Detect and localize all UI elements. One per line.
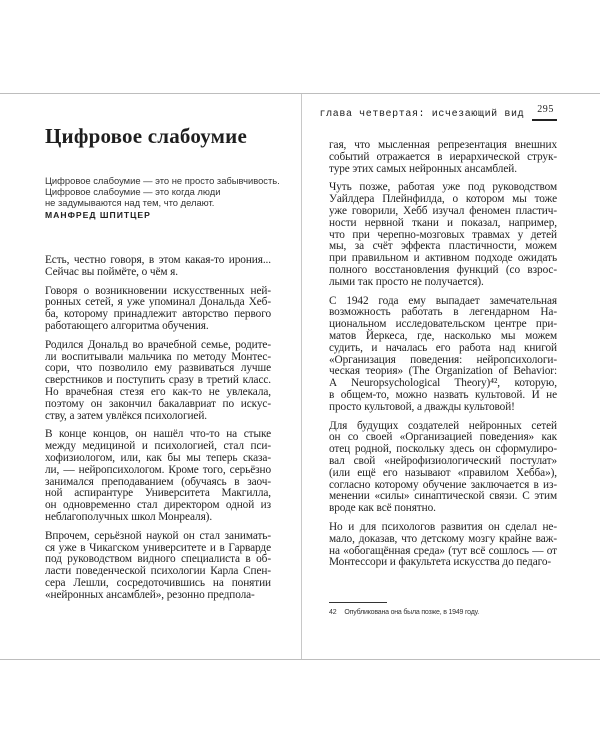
text-line: под руководством видного специалиста в об- — [45, 553, 271, 566]
text-line: Но врачебная стезя его как-то не увлекала, — [45, 385, 271, 398]
running-header — [320, 104, 557, 121]
text-line: Чуть позже, работая уже под руководством — [329, 181, 557, 194]
text-line: сера Лешли, сосредоточившись на понятии — [45, 576, 271, 589]
text-line: ся уже в Чикагском университете и в Гарварде — [45, 541, 271, 554]
text-line: занимался преподаванием (обучаясь в заоч- — [45, 475, 271, 488]
text-line: «нейронных ансамблей», резонно предпола- — [45, 588, 255, 601]
text-line: между медициной и психологией, стал пси- — [45, 440, 271, 453]
right-body-text — [329, 140, 557, 576]
text-line: циональном исследовательском центре при- — [329, 318, 557, 331]
paragraph — [45, 286, 271, 333]
text-line: при правильном и активном подходе ожидать — [329, 252, 557, 265]
text-line: сори, что позволило ему развиваться лучше — [45, 362, 271, 375]
text-line: менении «силы» синаптической связи. С этим — [329, 490, 557, 503]
text-line: событий отражается в иерархической струк- — [329, 150, 557, 163]
text-line: ба, которому принадлежит авторство первого — [45, 308, 271, 321]
text-line: просто культовой, а дважды культовой! — [329, 400, 515, 413]
text-line: ли, — нейропсихологом. Кроме того, серьёзно — [45, 463, 271, 476]
text-line: мы, за счёт эффекта пластичности, можем — [329, 240, 557, 253]
text-line: работающего алгоритма обучения. — [45, 319, 209, 332]
text-line: лыми так просто не получается). — [329, 275, 484, 288]
epigraph-line: не задумываются над тем, что делают. — [45, 197, 215, 208]
running-header-title: глава четвертая: исчезающий вид — [319, 109, 525, 120]
text-line: на «обогащённая среда» (тут всё сошлось — от — [329, 544, 557, 557]
text-line: Монтессори и факультета искусства до педаго- — [329, 556, 552, 569]
text-line: вал свой «нейрофизиологический постулат» — [329, 454, 557, 467]
text-line: ности нервной ткани и показал, например, — [329, 216, 557, 229]
text-line: Но и для психологов развития он сделал не- — [329, 520, 557, 533]
text-line: Уайлдера Плейнфилда, о котором мы тоже — [329, 193, 557, 206]
paragraph — [329, 140, 557, 175]
epigraph-author: МАНФРЕД ШПИТЦЕР — [45, 210, 151, 220]
chapter-title: Цифровое слабоумие — [45, 124, 247, 148]
footnote — [329, 608, 479, 617]
paragraph — [45, 531, 271, 602]
text-line: согласно которому обучение заключается в из- — [329, 478, 557, 491]
text-line: матов Йеркеса, где, насколько мы можем — [329, 329, 557, 342]
text-line: Впрочем, серьёзной наукой он стал занимать- — [45, 529, 271, 542]
text-line: вроде как всё понятно. — [329, 502, 436, 515]
text-line: Говоря о возникновении искусственных ней- — [45, 284, 271, 297]
epigraph — [45, 175, 295, 221]
text-line: ческая теория» (The Organization of Behavior: — [329, 365, 557, 378]
footnote-divider — [329, 602, 387, 603]
book-spread — [0, 93, 600, 660]
text-line: неблагополучных школ Монреаля). — [45, 510, 213, 523]
left-body-text — [45, 255, 271, 609]
text-line: судить, и началась его работа над книгой — [329, 341, 557, 354]
epigraph-line: Цифровое слабоумие — это не просто забывчивость. — [45, 175, 280, 186]
text-line: мало, доказав, что детскому мозгу крайне важ- — [329, 532, 557, 545]
paragraph — [329, 296, 557, 414]
text-line: возможность работать в легендарном На- — [329, 306, 557, 319]
footnote-text: Опубликована она была позже, в 1949 году. — [344, 609, 479, 616]
paragraph — [45, 340, 271, 423]
paragraph — [45, 429, 271, 523]
footnote-number: 42 — [329, 609, 337, 616]
text-line: он одновременно стал директором одной из — [45, 499, 271, 512]
text-line: хофизиологом, или, как бы мы теперь сказа- — [45, 451, 271, 464]
text-line: (или ещё его называют «правилом Хебба»), — [329, 466, 557, 479]
epigraph-line: Цифровое слабоумие — это когда люди — [45, 186, 221, 197]
text-line: ли воспитывали мальчика по методу Монтес- — [45, 350, 271, 363]
text-line: A Neuropsychological Theory)⁴², которую, — [329, 377, 557, 390]
text-line: Для будущих создателей нейронных сетей — [329, 419, 557, 432]
text-line: что при черепно-мозговых травмах у детей — [329, 228, 557, 241]
text-line: туре этих самых нейронных ансамблей. — [329, 162, 517, 175]
paragraph — [329, 421, 557, 515]
page-number: 295 — [532, 104, 557, 121]
left-page — [0, 94, 302, 659]
text-line: Есть, честно говоря, в этом какая-то ирония... — [45, 254, 271, 266]
text-line: отец родной, поскольку здесь он сформулиро- — [329, 443, 557, 456]
text-line: уже говорили, Хебб изучал феномен пластич- — [329, 204, 557, 217]
text-line: В конце концов, он нашёл что-то на стыке — [45, 428, 271, 441]
text-line: он со своей «Организацией поведения» как — [329, 431, 557, 444]
right-page — [302, 94, 600, 659]
text-line: сверстников и поступить сразу в третий класс. — [45, 374, 271, 387]
text-line: Сейчас вы поймёте, о чём я. — [45, 265, 178, 278]
text-line: ласти поведенческой психологии Карла Спен- — [45, 565, 271, 578]
text-line: полного восстановления функций (со взрос- — [329, 263, 557, 276]
text-line: ной аспирантуре Университета Макгилла, — [45, 487, 271, 500]
text-line: Родился Дональд во врачебной семье, родите- — [45, 338, 271, 351]
text-line: гая, что мысленная репрезентация внешних — [329, 139, 557, 151]
paragraph — [45, 255, 271, 279]
text-line: ронных сетей, я уже упоминал Дональда Хеб- — [45, 296, 271, 309]
text-line: ству, а затем увлёкся психологией. — [45, 409, 208, 422]
text-line: С 1942 года ему выпадает замечательная — [329, 294, 557, 307]
text-line: поэтому он закончил бакалавриат по искус- — [45, 397, 271, 410]
text-line: в общем-то, можно назвать культовой. И не — [329, 388, 557, 401]
paragraph — [329, 182, 557, 288]
paragraph — [329, 522, 557, 569]
text-line: «Организация поведения: нейропсихологи- — [329, 353, 557, 366]
